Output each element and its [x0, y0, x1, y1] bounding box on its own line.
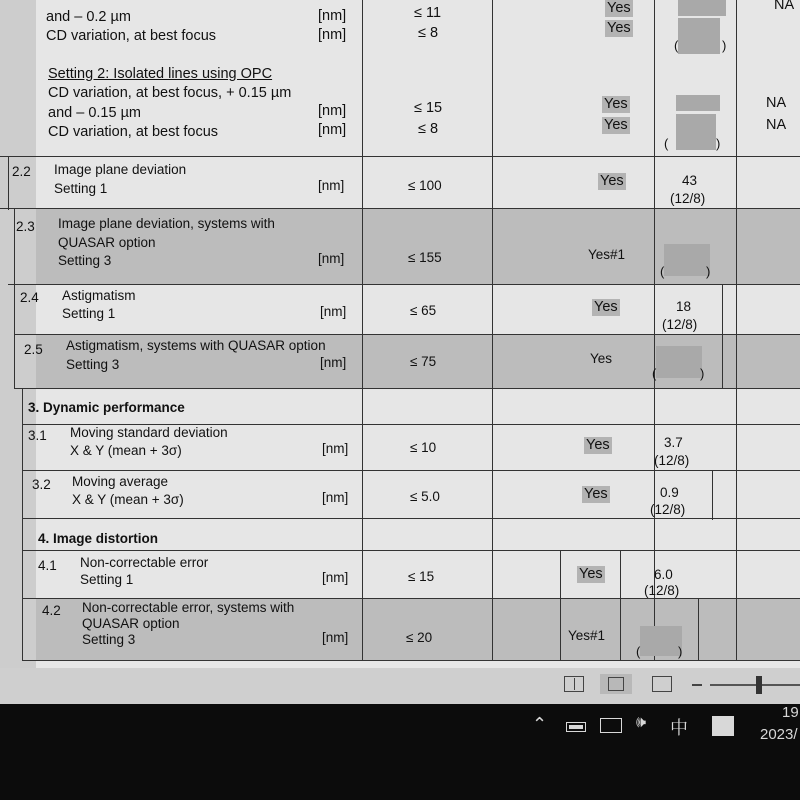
unit-a: [nm]	[318, 103, 347, 119]
signature-box	[678, 0, 726, 16]
zoom-slider-handle[interactable]	[756, 676, 762, 694]
section-heading-image-distortion: 4. Image distortion	[38, 531, 159, 546]
signature-box	[664, 244, 710, 276]
row-desc: Non-correctable error, systems with	[82, 600, 295, 615]
yes-note: Yes#1	[568, 628, 606, 643]
row-number: 4.2	[42, 603, 61, 618]
row-unit: [nm]	[322, 490, 349, 505]
signature-box	[656, 346, 702, 378]
read-mode-icon[interactable]	[564, 676, 584, 692]
row-result: 0.9	[660, 485, 679, 500]
col-line-4-yes-left	[560, 550, 561, 660]
yes-text: Yes	[590, 351, 613, 366]
row-unit: [nm]	[320, 355, 347, 370]
cd-line-best-focus: CD variation, at best focus	[46, 28, 217, 44]
row-setting: Setting 3	[58, 253, 112, 268]
row-unit: [nm]	[322, 630, 349, 645]
zoom-out-icon[interactable]	[692, 684, 702, 686]
row-line-2	[0, 208, 800, 209]
yes-badge: Yes	[586, 437, 610, 453]
row-desc: Non-correctable error	[80, 555, 209, 570]
row-line-7	[22, 470, 800, 471]
yes-badge: Yes	[579, 566, 603, 582]
setting2-heading: Setting 2: Isolated lines using OPC	[48, 66, 273, 82]
col-line-left	[8, 156, 9, 210]
row-spec: ≤ 75	[410, 354, 437, 369]
row-unit: [nm]	[322, 441, 349, 456]
row-line-5	[14, 388, 800, 389]
col-line-4-end	[698, 598, 699, 660]
row-spec: ≤ 65	[410, 303, 437, 318]
na-value: NA	[774, 0, 795, 13]
paren-open: (	[636, 644, 641, 659]
yes-badge: Yes	[604, 96, 628, 112]
col-line-4-res-left	[620, 550, 621, 660]
row-desc: Moving standard deviation	[70, 425, 228, 440]
row-spec: ≤ 155	[408, 250, 442, 265]
print-layout-icon[interactable]	[600, 674, 632, 694]
row-line-9	[22, 550, 800, 551]
signature-box	[676, 114, 716, 150]
row-unit: [nm]	[322, 570, 349, 585]
row-date: (12/8)	[650, 502, 686, 517]
setting2-line2: and – 0.15 µm	[48, 105, 141, 121]
spec-b: ≤ 8	[418, 121, 439, 137]
speaker-icon[interactable]: 🕪	[636, 714, 647, 731]
unit-a: [nm]	[318, 8, 347, 24]
paren-open: (	[674, 38, 679, 53]
row-date: (12/8)	[644, 583, 680, 598]
yes-badge: Yes	[584, 486, 608, 502]
row-setting: Setting 3	[82, 632, 136, 647]
col-line-result-right	[736, 0, 737, 660]
yes-badge: Yes	[607, 20, 631, 36]
row-unit: [nm]	[318, 178, 345, 193]
taskbar	[0, 704, 800, 800]
yes-badge: Yes	[594, 299, 618, 315]
paren-close: )	[706, 264, 711, 279]
col-line-yes-right	[654, 0, 655, 660]
status-bar	[0, 668, 800, 704]
row-desc: Astigmatism, systems with QUASAR option	[66, 338, 326, 353]
row-spec: ≤ 20	[406, 630, 433, 645]
row-result: 6.0	[654, 567, 673, 582]
row-line-3	[8, 284, 800, 285]
row-desc-2: QUASAR option	[58, 235, 156, 250]
row-desc: Moving average	[72, 474, 169, 489]
row-result: 43	[682, 173, 698, 188]
row-spec: ≤ 15	[408, 569, 435, 584]
paren-open: (	[660, 264, 665, 279]
col-line-2-end	[722, 284, 723, 388]
clock-time[interactable]: 19	[782, 704, 799, 721]
row-date: (12/8)	[662, 317, 698, 332]
battery-icon[interactable]	[566, 722, 586, 732]
row-setting: Setting 3	[66, 357, 120, 372]
row-unit: [nm]	[318, 251, 345, 266]
row-desc: Astigmatism	[62, 288, 136, 303]
signature-box	[676, 95, 720, 111]
chevron-up-icon[interactable]: ⌃	[532, 714, 548, 734]
paren-close: )	[700, 366, 705, 381]
setting2-line3: CD variation, at best focus	[48, 124, 219, 140]
col-line-desc-right	[362, 0, 363, 660]
col-line-3-end	[712, 470, 713, 520]
signature-box	[640, 626, 682, 656]
paren-close: )	[716, 136, 721, 151]
paren-open: (	[652, 366, 657, 381]
row-desc-2: QUASAR option	[82, 616, 180, 631]
row-setting: Setting 1	[80, 572, 134, 587]
na-value: NA	[766, 95, 787, 111]
row-spec: ≤ 10	[410, 440, 437, 455]
clock-date[interactable]: 2023/	[760, 726, 798, 743]
yes-badge: Yes	[604, 117, 628, 133]
row-line-11	[22, 660, 800, 661]
spec-a: ≤ 15	[414, 100, 443, 116]
signature-box	[678, 18, 720, 54]
row-desc: Image plane deviation	[54, 162, 187, 177]
row-setting: Setting 1	[62, 306, 116, 321]
ime-indicator[interactable]: 中	[670, 718, 688, 738]
row-result: 3.7	[664, 435, 683, 450]
row-date: (12/8)	[670, 191, 706, 206]
row-number: 2.2	[12, 164, 31, 179]
web-layout-icon[interactable]	[652, 676, 672, 692]
row-unit: [nm]	[320, 304, 347, 319]
setting2-line1: CD variation, at best focus, + 0.15 µm	[48, 85, 292, 101]
yes-note: Yes#1	[588, 247, 626, 262]
notification-icon[interactable]	[712, 716, 734, 736]
row-number: 3.2	[32, 477, 51, 492]
paren-close: )	[722, 38, 727, 53]
row-setting: X & Y (mean + 3σ)	[72, 492, 184, 507]
row-result: 18	[676, 299, 692, 314]
yes-badge: Yes	[600, 173, 624, 189]
row-date: (12/8)	[654, 453, 690, 468]
row-number: 2.5	[24, 342, 43, 357]
unit-b: [nm]	[318, 27, 347, 43]
paren-close: )	[678, 644, 683, 659]
row-spec: ≤ 100	[408, 178, 442, 193]
spec-a: ≤ 11	[414, 5, 442, 21]
row-spec: ≤ 5.0	[410, 489, 440, 504]
zoom-slider-track[interactable]	[710, 684, 800, 686]
row-desc: Image plane deviation, systems with	[58, 216, 275, 231]
row-number: 2.4	[20, 290, 39, 305]
col-line-left-3	[22, 388, 23, 660]
row-setting: X & Y (mean + 3σ)	[70, 443, 182, 458]
row-line-4	[14, 334, 800, 335]
unit-b: [nm]	[318, 122, 347, 138]
row-number: 3.1	[28, 428, 47, 443]
row-number: 2.3	[16, 219, 35, 234]
col-line-spec-right	[492, 0, 493, 660]
paren-open: (	[664, 136, 669, 151]
row-setting: Setting 1	[54, 181, 108, 196]
cd-line-and: and – 0.2 µm	[46, 9, 131, 25]
network-icon[interactable]	[600, 718, 622, 733]
section-heading-dynamic-performance: 3. Dynamic performance	[28, 400, 185, 415]
na-value: NA	[766, 117, 787, 133]
spec-b: ≤ 8	[418, 25, 439, 41]
row-number: 4.1	[38, 558, 57, 573]
col-line-left-2	[14, 208, 15, 388]
yes-badge: Yes	[607, 0, 631, 16]
row-line-1	[0, 156, 800, 157]
